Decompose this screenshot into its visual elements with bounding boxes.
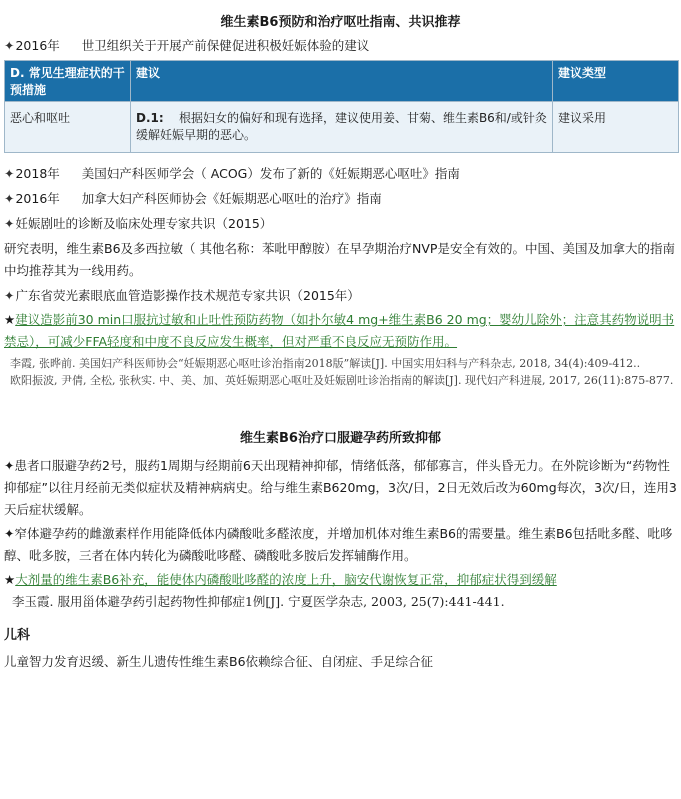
guangdong-text: 广东省荧光素眼底血管造影操作技术规范专家共识（2015年） xyxy=(15,288,360,303)
mechanism-text: 窄体避孕药的雌激素样作用能降低体内磷酸吡多醛浓度，并增加机体对维生素B6的需要量。维生素B6包括吡多醛、吡哆醇、吡多胺，三者在体内转化为磷酸吡哆醛、磷酸吡多胺后发挥辅酶作用。 xyxy=(4,526,673,563)
conclusion-paragraph xyxy=(0,569,681,591)
table-row xyxy=(5,102,679,153)
star-icon: ✦ xyxy=(4,526,15,541)
table-header-row xyxy=(5,61,679,102)
table-cell-condition: 恶心和呕吐 xyxy=(5,102,131,153)
conclusion-text: 大剂量的维生素B6补充，能使体内磷酸吡哆醛的浓度上升，脑安代谢恢复正常，抑郁症状得到缓解 xyxy=(15,572,557,587)
table-header-recommendation: 建议 xyxy=(131,61,553,102)
canada-line xyxy=(0,188,681,210)
consensus-text: 妊娠剧吐的诊断及临床处理专家共识（2015） xyxy=(15,216,273,231)
canada-text: 加拿大妇产科医师协会《妊娠期恶心呕吐的治疗》指南 xyxy=(81,191,382,206)
table-cell-recommendation xyxy=(131,102,553,153)
case-paragraph xyxy=(0,455,681,521)
who-line xyxy=(0,35,681,57)
who-text: 世卫组织关于开展产前保健促进积极妊娠体验的建议 xyxy=(81,38,370,53)
acog-text: 美国妇产科医师学会（ ACOG）发布了新的《妊娠期恶心呕吐》指南 xyxy=(81,166,460,181)
star-icon: ✦ xyxy=(4,191,15,206)
canada-year: 2016年 xyxy=(15,191,60,206)
reference-item: 李霞, 张晔前. 美国妇产科医师协会“妊娠期恶心呕吐诊治指南2018版”解读[J]. 中国实用妇科与产科杂志, 2018, 34(4):409-412.. xyxy=(10,357,641,370)
mechanism-paragraph xyxy=(0,523,681,567)
reference-item: 欧阳振波, 尹倩, 全松, 张秋实. 中、美、加、英妊娠期恶心呕吐及妊娠剧吐诊治指南的解读[J]. 现代妇产科进展, 2017, 26(11):875-877. xyxy=(10,374,674,387)
black-star-icon: ★ xyxy=(4,312,16,327)
star-icon: ✦ xyxy=(4,216,15,231)
table-header-condition: D. 常见生理症状的干预措施 xyxy=(5,61,131,102)
consensus-line xyxy=(0,213,681,235)
advice-text: 建议造影前30 min口服抗过敏和止吐性预防药物（如扑尔敏4 mg+维生素B6 20 mg；婴幼儿除外；注意其药物说明书禁忌），可减少FFA轻度和中度不良反应发生概率，但对严重不良反应无预防作用。 xyxy=(4,312,675,349)
section1-title: 维生素B6预防和治疗呕吐指南、共识推荐 xyxy=(220,15,461,30)
reference-item: 李玉霞. 服用甾体避孕药引起药物性抑郁症1例[J]. 宁夏医学杂志, 2003, 25(7):441-441. xyxy=(12,594,505,609)
star-icon: ✦ xyxy=(4,166,15,181)
pediatrics-text: 儿童智力发育迟缓、新生儿遗传性维生素B6依赖综合征、自闭症、手足综合征 xyxy=(4,654,434,669)
black-star-icon: ★ xyxy=(4,572,16,587)
star-icon: ✦ xyxy=(4,38,15,53)
star-icon: ✦ xyxy=(4,458,15,473)
recommendation-code: D.1: xyxy=(136,111,164,125)
acog-year: 2018年 xyxy=(15,166,60,181)
who-year: 2016年 xyxy=(15,38,60,53)
research-paragraph: 研究表明，维生素B6及多西拉敏（ 其他名称：苯吡甲醇胺）在早孕期治疗NVP是安全有效的。中国、美国及加拿大的指南中均推荐其为一线用药。 xyxy=(4,241,675,278)
section3-title: 儿科 xyxy=(4,628,31,643)
table-cell-type: 建议采用 xyxy=(553,102,679,153)
section2-title: 维生素B6治疗口服避孕药所致抑郁 xyxy=(240,431,441,446)
recommendation-table xyxy=(4,60,679,153)
case-text: 患者口服避孕药2号，服药1周期与经期前6天出现精神抑郁，情绪低落，郁郁寡言，伴头昏无力。在外院诊断为“药物性抑郁症”以往月经前无类似症状及精神病病史。给与维生素B620mg，3次/日，2日无效后改为60mg每次，3次/日，连用3天后症状缓解。 xyxy=(4,458,677,517)
reference-list xyxy=(0,355,681,389)
advice-paragraph xyxy=(0,309,681,353)
acog-line xyxy=(0,163,681,185)
star-icon: ✦ xyxy=(4,288,15,303)
recommendation-text: 根据妇女的偏好和现有选择，建议使用姜、甘菊、维生素B6和/或针灸缓解妊娠早期的恶心。 xyxy=(136,111,547,142)
guangdong-line xyxy=(0,285,681,307)
table-header-type: 建议类型 xyxy=(553,61,679,102)
